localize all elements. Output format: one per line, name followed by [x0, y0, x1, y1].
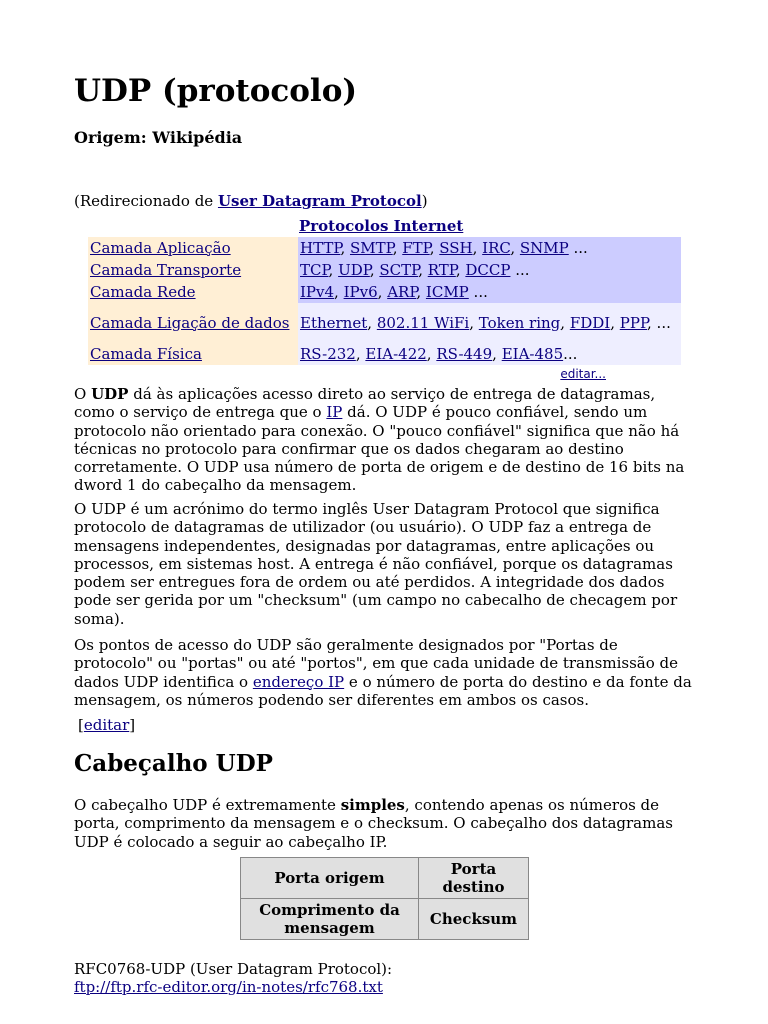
- paragraph-ports: Os pontos de acesso do UDP são geralmente designados por "Portas de protocolo" ou "portas" ou até "portos", em que cada unidade de transmissão de dados UDP identifica o endereço IP e o número de porta do destino e da fonte da mensagem, os números podendo ser diferentes em ambos os casos.: [74, 636, 692, 709]
- page-title: UDP (protocolo): [74, 73, 358, 109]
- table-edit-link[interactable]: editar...: [560, 367, 606, 381]
- protocol-link[interactable]: RS-449: [436, 344, 493, 363]
- table-row: Camada Aplicação HTTP, SMTP, FTP, SSH, IRC, SNMP ...: [88, 237, 681, 259]
- protocol-link[interactable]: HTTP: [300, 238, 341, 257]
- protocol-link[interactable]: FTP: [402, 238, 430, 257]
- paragraph-intro: O UDP dá às aplicações acesso direto ao serviço de entrega de datagramas, como o serviço de entrega que o IP dá. O UDP é pouco confiável, sendo um protocolo não orientado para conexão. O "pouco confiável" significa que não há técnicas no protocolo para confirmar que os dados chegaram ao destino corretamente. O UDP usa número de porta de origem e de destino de 16 bits na dword 1 do cabeçalho da mensagem.: [74, 385, 685, 495]
- section-heading: Cabeçalho UDP: [74, 750, 273, 777]
- protocol-link[interactable]: IPv4: [300, 282, 335, 301]
- field-dest-port: Porta destino: [419, 858, 529, 899]
- rfc-link[interactable]: ftp://ftp.rfc-editor.org/in-notes/rfc768.txt: [74, 978, 383, 996]
- endereco-ip-link[interactable]: endereço IP: [252, 672, 345, 691]
- protocol-link[interactable]: IRC: [482, 238, 511, 257]
- table-row: Camada Física RS-232, EIA-422, RS-449, EIA-485...: [88, 343, 681, 365]
- protocol-link[interactable]: SSH: [439, 238, 473, 257]
- protocol-link[interactable]: SMTP: [349, 238, 393, 257]
- redirect-link[interactable]: User Datagram Protocol: [217, 192, 422, 210]
- field-source-port: Porta origem: [241, 858, 419, 899]
- table-row: Camada Ligação de dados Ethernet, 802.11 WiFi, Token ring, FDDI, PPP, ...: [88, 303, 681, 343]
- protocols-table-header[interactable]: Protocolos Internet: [299, 217, 464, 235]
- field-checksum: Checksum: [419, 899, 529, 940]
- protocol-link[interactable]: FDDI: [569, 313, 611, 332]
- layer-link[interactable]: Camada Física: [90, 344, 202, 363]
- protocol-link[interactable]: DCCP: [465, 260, 511, 279]
- section-edit-link[interactable]: editar: [83, 716, 130, 734]
- field-length: Comprimento da mensagem: [241, 899, 419, 940]
- protocol-link[interactable]: ARP: [387, 282, 417, 301]
- protocol-link[interactable]: 802.11 WiFi: [376, 313, 470, 332]
- layer-link[interactable]: Camada Rede: [90, 282, 196, 301]
- protocol-link[interactable]: UDP: [338, 260, 370, 279]
- table-row: Camada Rede IPv4, IPv6, ARP, ICMP ...: [88, 281, 681, 303]
- protocol-link[interactable]: IPv6: [343, 282, 378, 301]
- protocol-link[interactable]: RS-232: [300, 344, 356, 363]
- table-row: [241, 899, 529, 940]
- protocol-link[interactable]: ICMP: [425, 282, 469, 301]
- paragraph-header: O cabeçalho UDP é extremamente simples, contendo apenas os números de porta, comprimento da mensagem e o checksum. O cabeçalho dos datagramas UDP é colocado a seguir ao cabeçalho IP.: [74, 796, 673, 851]
- protocol-link[interactable]: PPP: [619, 313, 648, 332]
- ip-link[interactable]: IP: [326, 403, 343, 422]
- protocol-link[interactable]: EIA-485: [501, 344, 564, 363]
- protocol-link[interactable]: RTP: [427, 260, 456, 279]
- protocol-link[interactable]: Token ring: [478, 313, 561, 332]
- layer-link[interactable]: Camada Aplicação: [90, 238, 231, 257]
- protocol-link[interactable]: EIA-422: [365, 344, 427, 363]
- reference: [74, 960, 392, 996]
- paragraph-acronym: O UDP é um acrónimo do termo inglês User Datagram Protocol que significa protocolo de datagramas de utilizador (ou usuário). O UDP faz a entrega de mensagens independentes, designadas por datagramas, entre aplicações ou processos, em sistemas host. A entrega é não confiável, porque os datagramas podem ser entregues fora de ordem ou até perdidos. A integridade dos dados pode ser gerida por um "checksum" (um campo no cabecalho de checagem por soma).: [74, 500, 678, 628]
- protocol-link[interactable]: SCTP: [379, 260, 419, 279]
- origin-subtitle: Origem: Wikipédia: [74, 128, 243, 147]
- reference-text: RFC0768-UDP (User Datagram Protocol):: [74, 960, 393, 978]
- udp-header-table: [240, 857, 529, 940]
- redirect-notice: (Redirecionado de User Datagram Protocol): [74, 192, 428, 210]
- section-edit: [editar]: [78, 716, 136, 734]
- layer-link[interactable]: Camada Transporte: [90, 260, 242, 279]
- protocol-link[interactable]: TCP: [300, 260, 329, 279]
- table-row: Camada Transporte TCP, UDP, SCTP, RTP, DCCP ...: [88, 259, 681, 281]
- layer-link[interactable]: Camada Ligação de dados: [90, 313, 290, 332]
- protocol-link[interactable]: SNMP: [519, 238, 569, 257]
- table-row: [241, 858, 529, 899]
- protocol-link[interactable]: Ethernet: [300, 313, 368, 332]
